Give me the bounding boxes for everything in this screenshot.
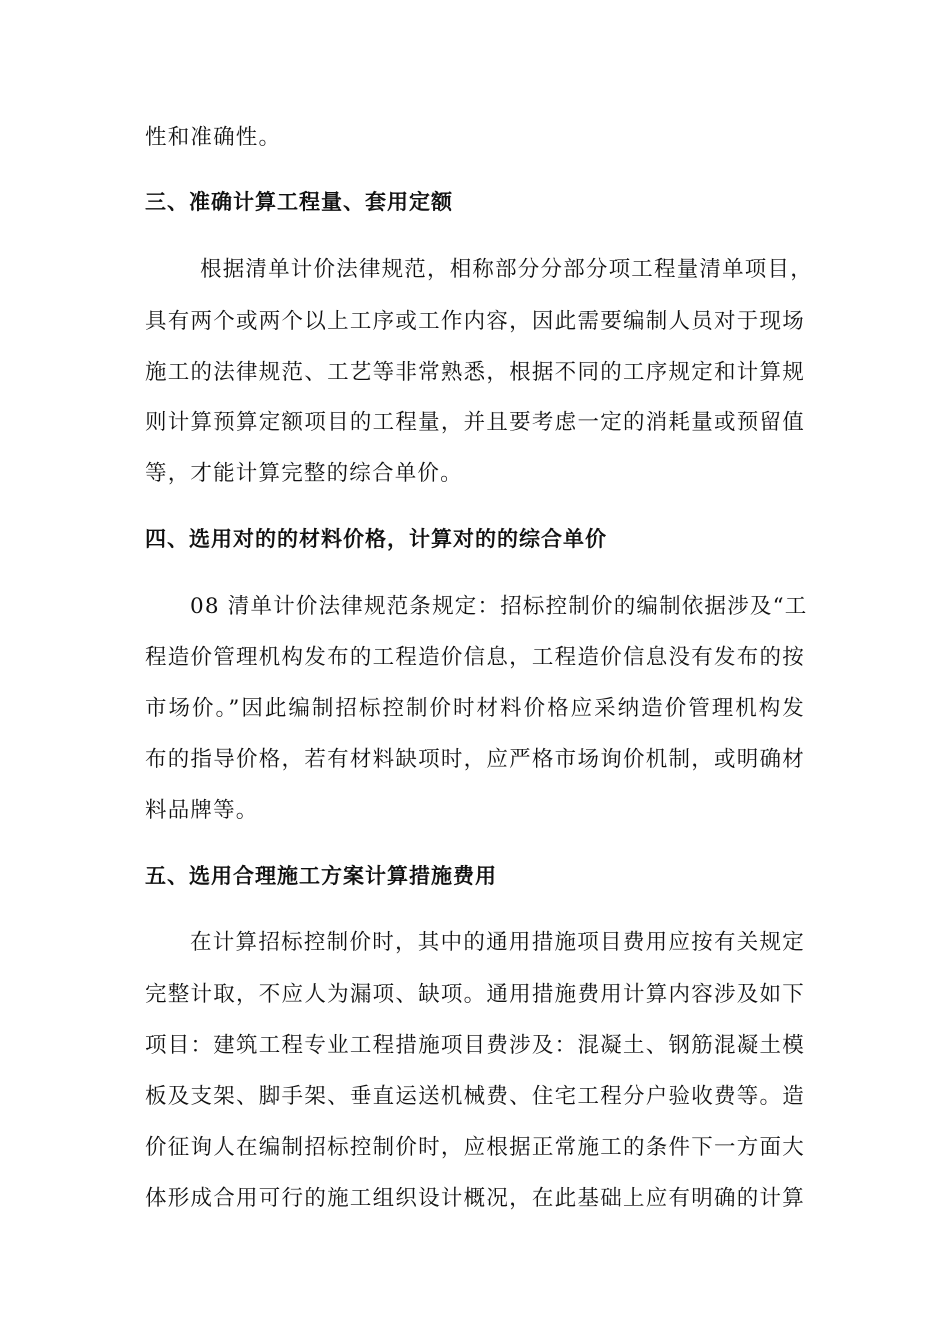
- paragraph-line: 根据清单计价法律规范，相称部分分部分项工程量清单项目，: [200, 257, 813, 282]
- section-heading-4: 四、选用对的的材料价格，计算对的的综合单价: [145, 527, 607, 551]
- paragraph-line: 施工的法律规范、工艺等非常熟悉，根据不同的工序规定和计算规: [145, 360, 805, 385]
- paragraph-line: 程造价管理机构发布的工程造价信息，工程造价信息没有发布的按: [145, 645, 805, 670]
- paragraph-line: 市场价。”因此编制招标控制价时材料价格应采纳造价管理机构发: [145, 696, 805, 721]
- paragraph-line: 在计算招标控制价时，其中的通用措施项目费用应按有关规定: [190, 930, 805, 955]
- paragraph-line: 板及支架、脚手架、垂直运送机械费、住宅工程分户验收费等。造: [145, 1084, 805, 1109]
- paragraph-line: 完整计取，不应人为漏项、缺项。通用措施费用计算内容涉及如下: [145, 982, 805, 1007]
- paragraph-line: 则计算预算定额项目的工程量，并且要考虑一定的消耗量或预留值: [145, 410, 805, 435]
- paragraph-line: 布的指导价格，若有材料缺项时，应严格市场询价机制，或明确材: [145, 747, 805, 772]
- paragraph-line: 具有两个或两个以上工序或工作内容，因此需要编制人员对于现场: [145, 309, 805, 334]
- paragraph-line: 08 清单计价法律规范条规定：招标控制价的编制依据涉及“工: [190, 594, 808, 619]
- section-heading-5: 五、选用合理施工方案计算措施费用: [145, 864, 497, 888]
- section-heading-3: 三、准确计算工程量、套用定额: [145, 190, 453, 214]
- paragraph-line: 项目：建筑工程专业工程措施项目费涉及：混凝土、钢筋混凝土模: [145, 1033, 805, 1058]
- paragraph-line: 性和准确性。: [145, 125, 282, 150]
- paragraph-line: 体形成合用可行的施工组织设计概况，在此基础上应有明确的计算: [145, 1186, 805, 1211]
- paragraph-line: 等，才能计算完整的综合单价。: [145, 461, 463, 486]
- paragraph-line: 料品牌等。: [145, 798, 259, 823]
- paragraph-line: 价征询人在编制招标控制价时，应根据正常施工的条件下一方面大: [145, 1135, 805, 1160]
